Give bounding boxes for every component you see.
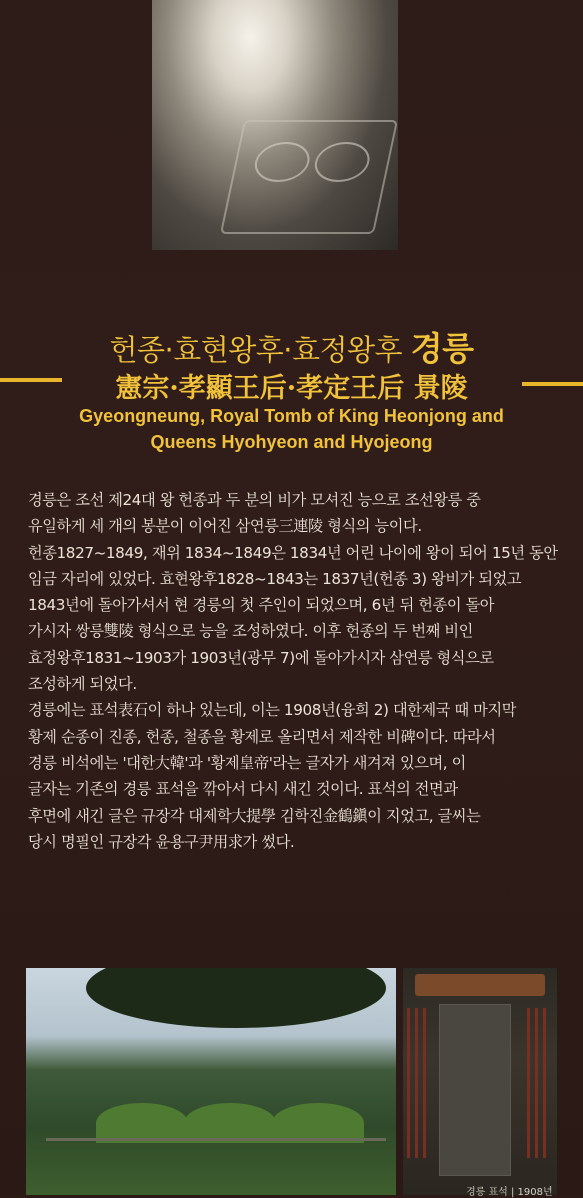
body-line: 헌종1827~1849, 재위 1834~1849은 1834년 어린 나이에 왕이 되어 15년 동안 [28,543,558,562]
body-line: 효정왕후1831~1903가 1903년(광무 7)에 돌아가시자 삼연릉 형식으로 [28,648,494,667]
title-english [30,403,553,455]
body-line: 경릉 비석에는 '대한大韓'과 '황제皇帝'라는 글자가 새겨져 있으며, 이 [28,753,466,772]
title-hanja: 憲宗·孝顯王后·孝定王后 景陵 [115,373,468,404]
body-line: 황제 순종이 진종, 헌종, 철종을 황제로 올리면서 제작한 비碑이다. 따라서 [28,727,496,746]
body-line: 가시자 쌍릉雙陵 형식으로 능을 조성하였다. 이후 헌종의 두 번째 비인 [28,622,473,641]
title-korean-names: 헌종·효현왕후·효정왕후 [109,333,403,367]
red-lattice [527,1008,549,1158]
body-line: 후면에 새긴 글은 규장각 대제학大提學 김학진金鶴鎭이 지었고, 글씨는 [28,806,481,825]
body-text [28,487,556,855]
body-line: 임금 자리에 있었다. 효현왕후1828~1843는 1837년(헌종 3) 왕비가 되었고 [28,569,522,588]
tomb-mounds-photo [26,968,396,1195]
stele-caption: 경릉 표석 | 1908년 [466,1187,553,1198]
body-line: 글자는 기존의 경릉 표석을 깎아서 다시 새긴 것이다. 표석의 전면과 [28,780,458,799]
burial-mound [272,1103,364,1143]
tree-canopy [86,968,386,1028]
tomb-aerial-photo [152,0,398,250]
stele-photo [403,968,557,1195]
body-line: 경릉에는 표석表石이 하나 있는데, 이는 1908년(융희 2) 대한제국 때 마지막 [28,701,516,720]
title-korean [0,323,583,370]
pavilion-roof [415,974,545,996]
title-english-line-2: Queens Hyohyeon and Hyojeong [150,432,433,452]
stone-stele [439,1004,511,1176]
red-lattice [407,1008,429,1158]
body-line: 조성하게 되었다. [28,675,137,694]
title-korean-tomb: 경릉 [410,329,474,368]
body-line: 유일하게 세 개의 봉분이 이어진 삼연릉三連陵 형식의 능이다. [28,517,422,536]
body-line: 경릉은 조선 제24대 왕 헌종과 두 분의 비가 모셔진 능으로 조선왕릉 중 [28,491,481,509]
body-line: 1843년에 돌아가셔서 현 경릉의 첫 주인이 되었으며, 6년 뒤 헌종이 돌아 [28,596,495,615]
burial-mound [96,1103,188,1143]
burial-mound [184,1103,276,1143]
tomb-mounds-outline [220,120,398,234]
stone-fence [46,1138,386,1141]
title-english-line-1: Gyeongneung, Royal Tomb of King Heonjong and [79,406,504,426]
body-line: 당시 명필인 규장각 윤용구尹用求가 썼다. [28,832,295,851]
